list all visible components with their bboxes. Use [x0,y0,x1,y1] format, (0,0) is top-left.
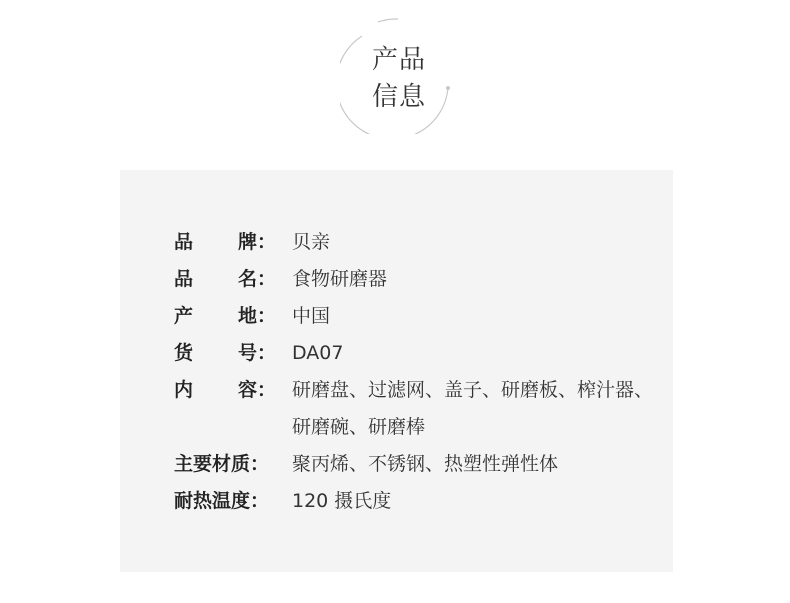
info-row-origin [174,298,654,335]
info-row-sku [174,335,654,372]
info-label [174,224,276,261]
label-char: 内 [174,379,194,401]
info-label [174,446,276,483]
page-title-line2: 信息 [371,82,426,112]
info-label [174,372,276,409]
label-char: 牌： [237,231,276,253]
label-char: 地： [237,305,276,327]
label-char: 品 [174,231,194,253]
info-label [174,298,276,335]
info-row-name [174,261,654,298]
label-text: 耐热温度： [174,490,270,512]
label-char: 容： [237,379,276,401]
info-row-brand [174,224,654,261]
info-value: 120 摄氏度 [292,490,392,512]
info-value: 贝亲 [292,231,331,253]
info-value: 中国 [292,305,331,327]
info-row-heat-resistance [174,483,654,520]
label-char: 货 [174,342,194,364]
label-char: 产 [174,305,194,327]
page-title-line1: 产品 [371,45,426,75]
info-label [174,335,276,372]
info-row-material [174,446,654,483]
info-label [174,261,276,298]
info-row-contents [174,372,654,446]
label-text: 主要材质： [174,453,270,475]
title-emblem [340,16,458,134]
product-info-list [174,224,654,520]
info-value: DA07 [292,342,344,364]
label-char: 品 [174,268,194,290]
info-label [174,483,276,520]
info-value: 研磨盘、过滤网、盖子、研磨板、榨汁器、研磨碗、研磨棒 [292,379,654,438]
info-value: 聚丙烯、不锈钢、热塑性弹性体 [292,453,559,475]
label-char: 号： [237,342,276,364]
label-char: 名： [237,268,276,290]
info-value: 食物研磨器 [292,268,388,290]
page-title [340,42,458,116]
